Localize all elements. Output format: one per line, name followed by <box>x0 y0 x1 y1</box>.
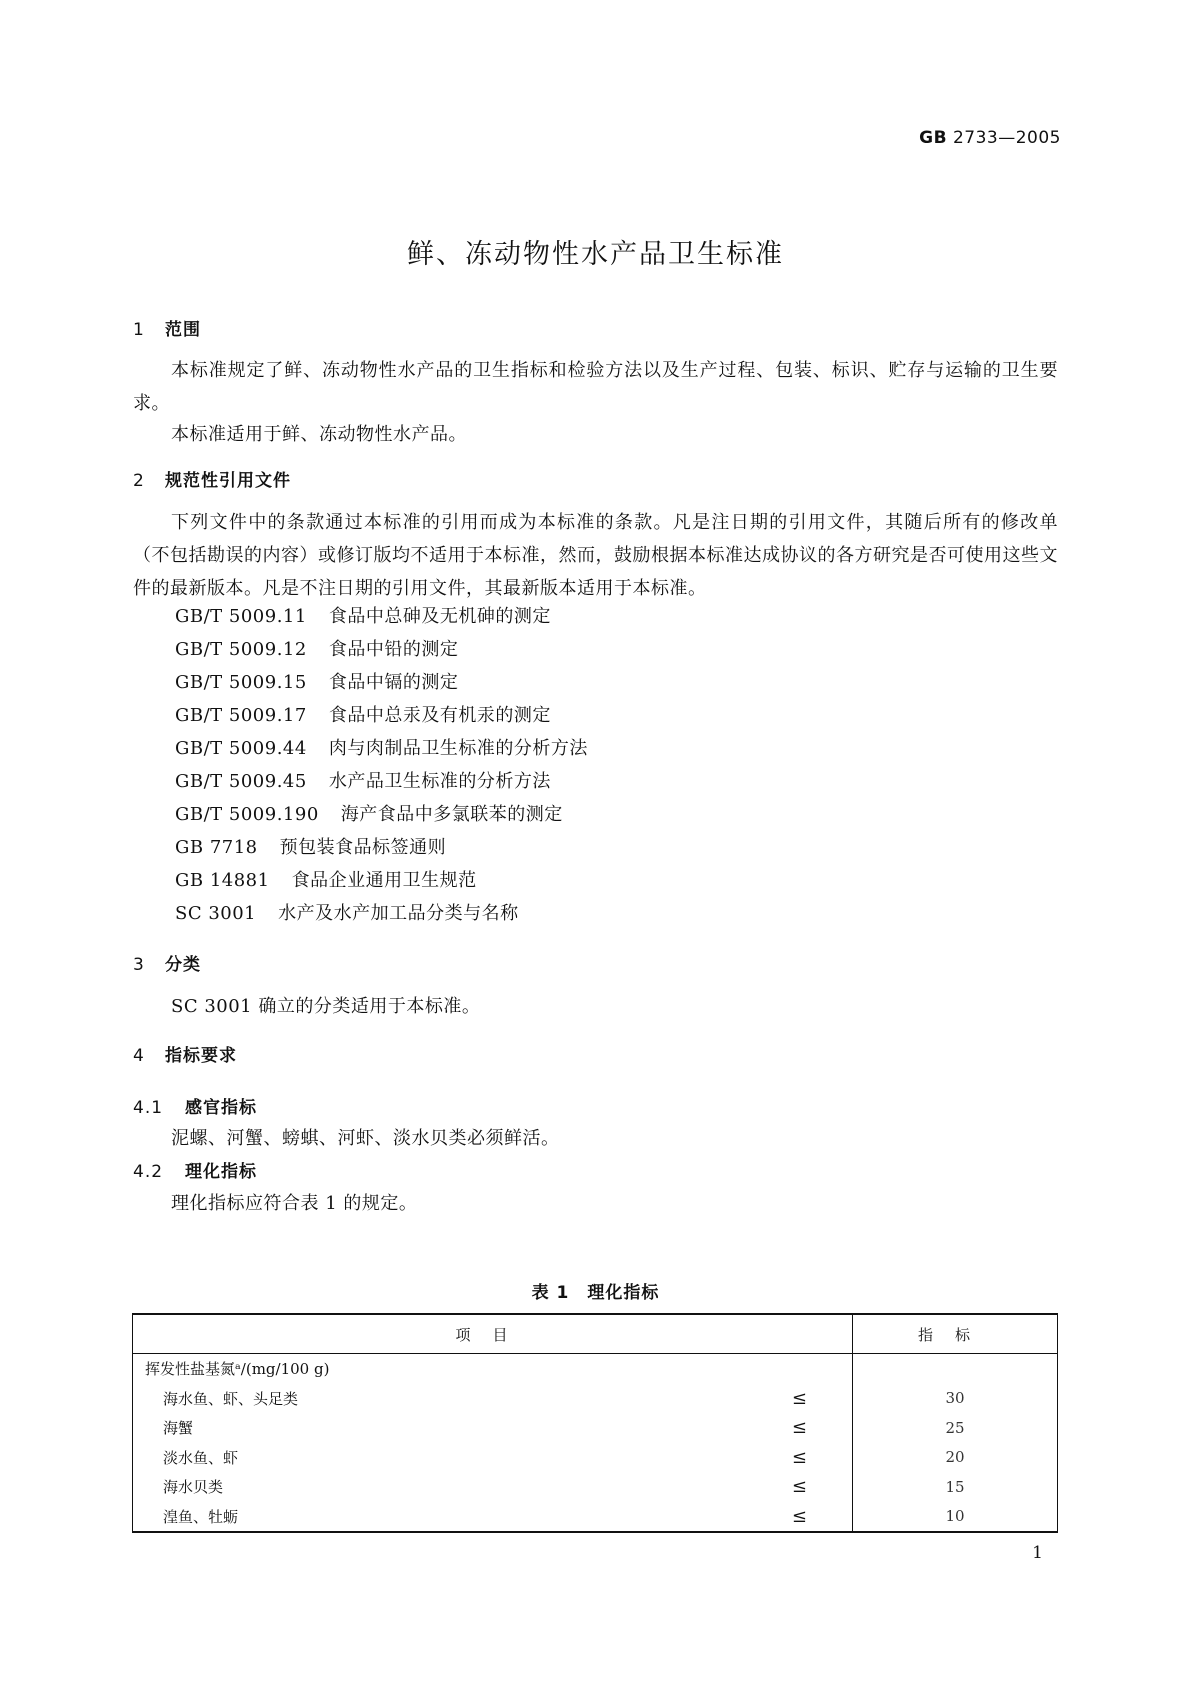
table-row <box>133 1502 1058 1533</box>
section-1-paragraph-2: 本标准适用于鲜、冻动物性水产品。 <box>171 424 467 445</box>
section-2-heading <box>133 466 291 491</box>
section-4-2-heading <box>133 1157 257 1182</box>
comparison-operator: ≤ <box>791 1505 807 1527</box>
reference-code: GB 14881 <box>175 870 270 891</box>
column-header-value: 指标 <box>853 1314 1058 1354</box>
section-4-heading <box>133 1041 237 1066</box>
row-value: 20 <box>853 1443 1058 1473</box>
row-name: 海水贝类 <box>163 1478 224 1497</box>
section-title: 分类 <box>165 955 201 975</box>
reference-code: GB/T 5009.190 <box>175 804 319 825</box>
row-name: 海蟹 <box>163 1419 194 1438</box>
reference-item <box>175 833 446 859</box>
page-number: 1 <box>1032 1543 1043 1563</box>
physicochemical-table <box>132 1313 1058 1533</box>
reference-code: GB/T 5009.45 <box>175 771 307 792</box>
reference-name: 预包装食品标签通则 <box>279 837 447 858</box>
group-label: 挥发性盐基氮ᵃ/(mg/100 g) <box>133 1354 853 1384</box>
section-3-heading <box>133 950 201 975</box>
table-row <box>133 1443 1058 1473</box>
document-title: 鲜、冻动物性水产品卫生标准 <box>407 239 784 270</box>
reference-item <box>175 899 519 925</box>
reference-name: 水产品卫生标准的分析方法 <box>328 771 551 792</box>
comparison-operator: ≤ <box>791 1476 807 1498</box>
row-name-cell <box>133 1502 853 1533</box>
section-1-paragraph-1: 本标准规定了鲜、冻动物性水产品的卫生指标和检验方法以及生产过程、包装、标识、贮存与运输的卫生要求。 <box>133 360 1058 414</box>
standard-number: 2733—2005 <box>952 128 1061 148</box>
reference-item <box>175 800 563 826</box>
reference-name: 食品中总砷及无机砷的测定 <box>328 606 551 627</box>
reference-name: 食品企业通用卫生规范 <box>291 870 477 891</box>
reference-name: 食品中镉的测定 <box>328 672 459 693</box>
reference-item <box>175 734 588 760</box>
section-4-1-heading <box>133 1093 257 1118</box>
section-number: 3 <box>133 955 145 975</box>
reference-code: GB/T 5009.12 <box>175 639 307 660</box>
reference-code: GB/T 5009.17 <box>175 705 307 726</box>
reference-code: GB/T 5009.11 <box>175 606 307 627</box>
reference-name: 食品中铅的测定 <box>328 639 459 660</box>
group-value <box>853 1354 1058 1384</box>
reference-code: SC 3001 <box>175 903 257 924</box>
row-name: 湟鱼、牡蛎 <box>163 1507 239 1526</box>
row-value: 30 <box>853 1384 1058 1414</box>
row-value: 15 <box>853 1472 1058 1502</box>
section-2-paragraph-1: 下列文件中的条款通过本标准的引用而成为本标准的条款。凡是注日期的引用文件，其随后所有的修改单（不包括勘误的内容）或修订版均不适用于本标准，然而，鼓励根据本标准达成协议的各方研究是否可使用这些文件的最新版本。凡是不注日期的引用文件，其最新版本适用于本标准。 <box>133 512 1058 599</box>
section-4-2-paragraph-1: 理化指标应符合表 1 的规定。 <box>171 1193 418 1214</box>
section-number: 4.2 <box>133 1162 164 1182</box>
section-title: 感官指标 <box>185 1098 257 1118</box>
row-value: 25 <box>853 1413 1058 1443</box>
table-row <box>133 1384 1058 1414</box>
section-number: 4 <box>133 1046 145 1066</box>
section-title: 理化指标 <box>185 1162 257 1182</box>
comparison-operator: ≤ <box>791 1446 807 1468</box>
standard-prefix: GB <box>919 128 948 148</box>
reference-item <box>175 668 458 694</box>
reference-name: 海产食品中多氯联苯的测定 <box>340 804 563 825</box>
row-name-cell <box>133 1443 853 1473</box>
table-caption: 表 1 理化指标 <box>531 1283 660 1303</box>
row-name-cell <box>133 1413 853 1443</box>
reference-code: GB/T 5009.44 <box>175 738 307 759</box>
comparison-operator: ≤ <box>791 1387 807 1409</box>
standard-code <box>919 128 1061 148</box>
row-name: 海水鱼、虾、头足类 <box>163 1389 299 1408</box>
section-4-1-paragraph-1: 泥螺、河蟹、螃蜞、河虾、淡水贝类必须鲜活。 <box>171 1128 560 1149</box>
section-1-heading <box>133 315 201 340</box>
section-title: 范围 <box>165 320 201 340</box>
reference-item <box>175 866 477 892</box>
reference-item <box>175 635 458 661</box>
section-number: 2 <box>133 471 145 491</box>
reference-item <box>175 602 551 628</box>
reference-code: GB 7718 <box>175 837 258 858</box>
reference-name: 食品中总汞及有机汞的测定 <box>328 705 551 726</box>
row-name: 淡水鱼、虾 <box>163 1448 239 1467</box>
reference-item <box>175 701 551 727</box>
reference-code: GB/T 5009.15 <box>175 672 307 693</box>
row-value: 10 <box>853 1502 1058 1533</box>
section-number: 1 <box>133 320 145 340</box>
column-header-item: 项目 <box>133 1314 853 1354</box>
reference-item <box>175 767 551 793</box>
section-title: 规范性引用文件 <box>165 471 291 491</box>
table-row <box>133 1413 1058 1443</box>
reference-name: 水产及水产加工品分类与名称 <box>278 903 519 924</box>
row-name-cell <box>133 1384 853 1414</box>
section-number: 4.1 <box>133 1098 164 1118</box>
comparison-operator: ≤ <box>791 1417 807 1439</box>
table-row <box>133 1472 1058 1502</box>
table-header-row <box>133 1314 1058 1354</box>
row-name-cell <box>133 1472 853 1502</box>
section-3-paragraph-1: SC 3001 确立的分类适用于本标准。 <box>171 996 481 1017</box>
reference-name: 肉与肉制品卫生标准的分析方法 <box>328 738 588 759</box>
section-title: 指标要求 <box>165 1046 237 1066</box>
table-group-row <box>133 1354 1058 1384</box>
